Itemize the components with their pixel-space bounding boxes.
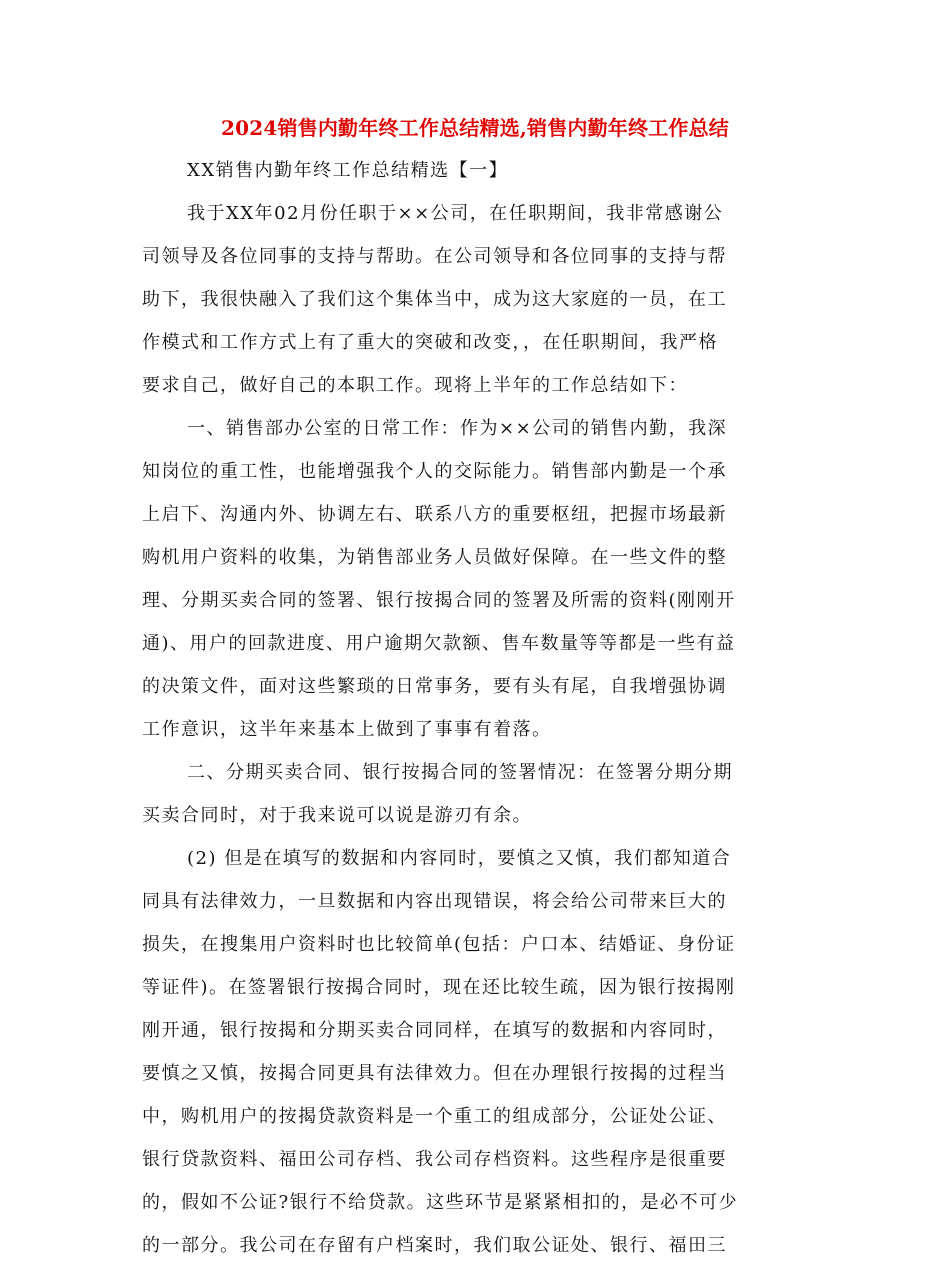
- paragraph-line: 工作意识，这半年来基本上做到了事事有着落。: [142, 719, 552, 740]
- paragraph-line: 买卖合同时，对于我来说可以说是游刃有余。: [142, 805, 532, 826]
- paragraph-line: 我于XX年02月份任职于××公司，在任职期间，我非常感谢公: [187, 203, 724, 224]
- paragraph-line: 购机用户资料的收集，为销售部业务人员做好保障。在一些文件的整: [142, 547, 727, 568]
- paragraph-line: 银行贷款资料、福田公司存档、我公司存档资料。这些程序是很重要: [142, 1149, 727, 1170]
- paragraph-line: 的一部分。我公司在存留有户档案时，我们取公证处、银行、福田三: [142, 1235, 727, 1256]
- paragraph-line: 刚开通，银行按揭和分期买卖合同同样，在填写的数据和内容同时，: [142, 1020, 727, 1041]
- paragraph-line: 上启下、沟通内外、协调左右、联系八方的重要枢纽，把握市场最新: [142, 504, 727, 525]
- paragraph-line: (2) 但是在填写的数据和内容同时，要慎之又慎，我们都知道合: [187, 848, 732, 869]
- paragraph-line: 等证件)。在签署银行按揭合同时，现在还比较生疏，因为银行按揭刚: [142, 977, 736, 998]
- paragraph-line: 助下，我很快融入了我们这个集体当中，成为这大家庭的一员，在工: [142, 289, 727, 310]
- section-heading: XX销售内勤年终工作总结精选【一】: [187, 160, 509, 181]
- paragraph-line: 二、分期买卖合同、银行按揭合同的签署情况：在签署分期分期: [187, 762, 733, 783]
- paragraph-line: 作模式和工作方式上有了重大的突破和改变，，在任职期间，我严格: [142, 332, 718, 353]
- paragraph-line: 理、分期买卖合同的签署、银行按揭合同的签署及所需的资料(刚刚开: [142, 590, 736, 611]
- paragraph-line: 同具有法律效力，一旦数据和内容出现错误，将会给公司带来巨大的: [142, 891, 727, 912]
- paragraph-line: 通)、用户的回款进度、用户逾期欠款额、售车数量等等都是一些有益: [142, 633, 736, 654]
- paragraph-line: 损失，在搜集用户资料时也比较简单(包括：户口本、结婚证、身份证: [142, 934, 736, 955]
- paragraph-line: 知岗位的重工性，也能增强我个人的交际能力。销售部内勤是一个承: [142, 461, 727, 482]
- paragraph-line: 一、销售部办公室的日常工作：作为××公司的销售内勤，我深: [187, 418, 728, 439]
- paragraph-line: 司领导及各位同事的支持与帮助。在公司领导和各位同事的支持与帮: [142, 246, 727, 267]
- document-title: 2024销售内勤年终工作总结精选,销售内勤年终工作总结: [220, 116, 730, 140]
- paragraph-line: 的，假如不公证?银行不给贷款。这些环节是紧紧相扣的，是必不可少: [142, 1192, 739, 1213]
- paragraph-line: 要求自己，做好自己的本职工作。现将上半年的工作总结如下：: [142, 375, 688, 396]
- paragraph-line: 要慎之又慎，按揭合同更具有法律效力。但在办理银行按揭的过程当: [142, 1063, 727, 1084]
- paragraph-line: 中，购机用户的按揭贷款资料是一个重工的组成部分，公证处公证、: [142, 1106, 727, 1127]
- paragraph-line: 的决策文件，面对这些繁琐的日常事务，要有头有尾，自我增强协调: [142, 676, 727, 697]
